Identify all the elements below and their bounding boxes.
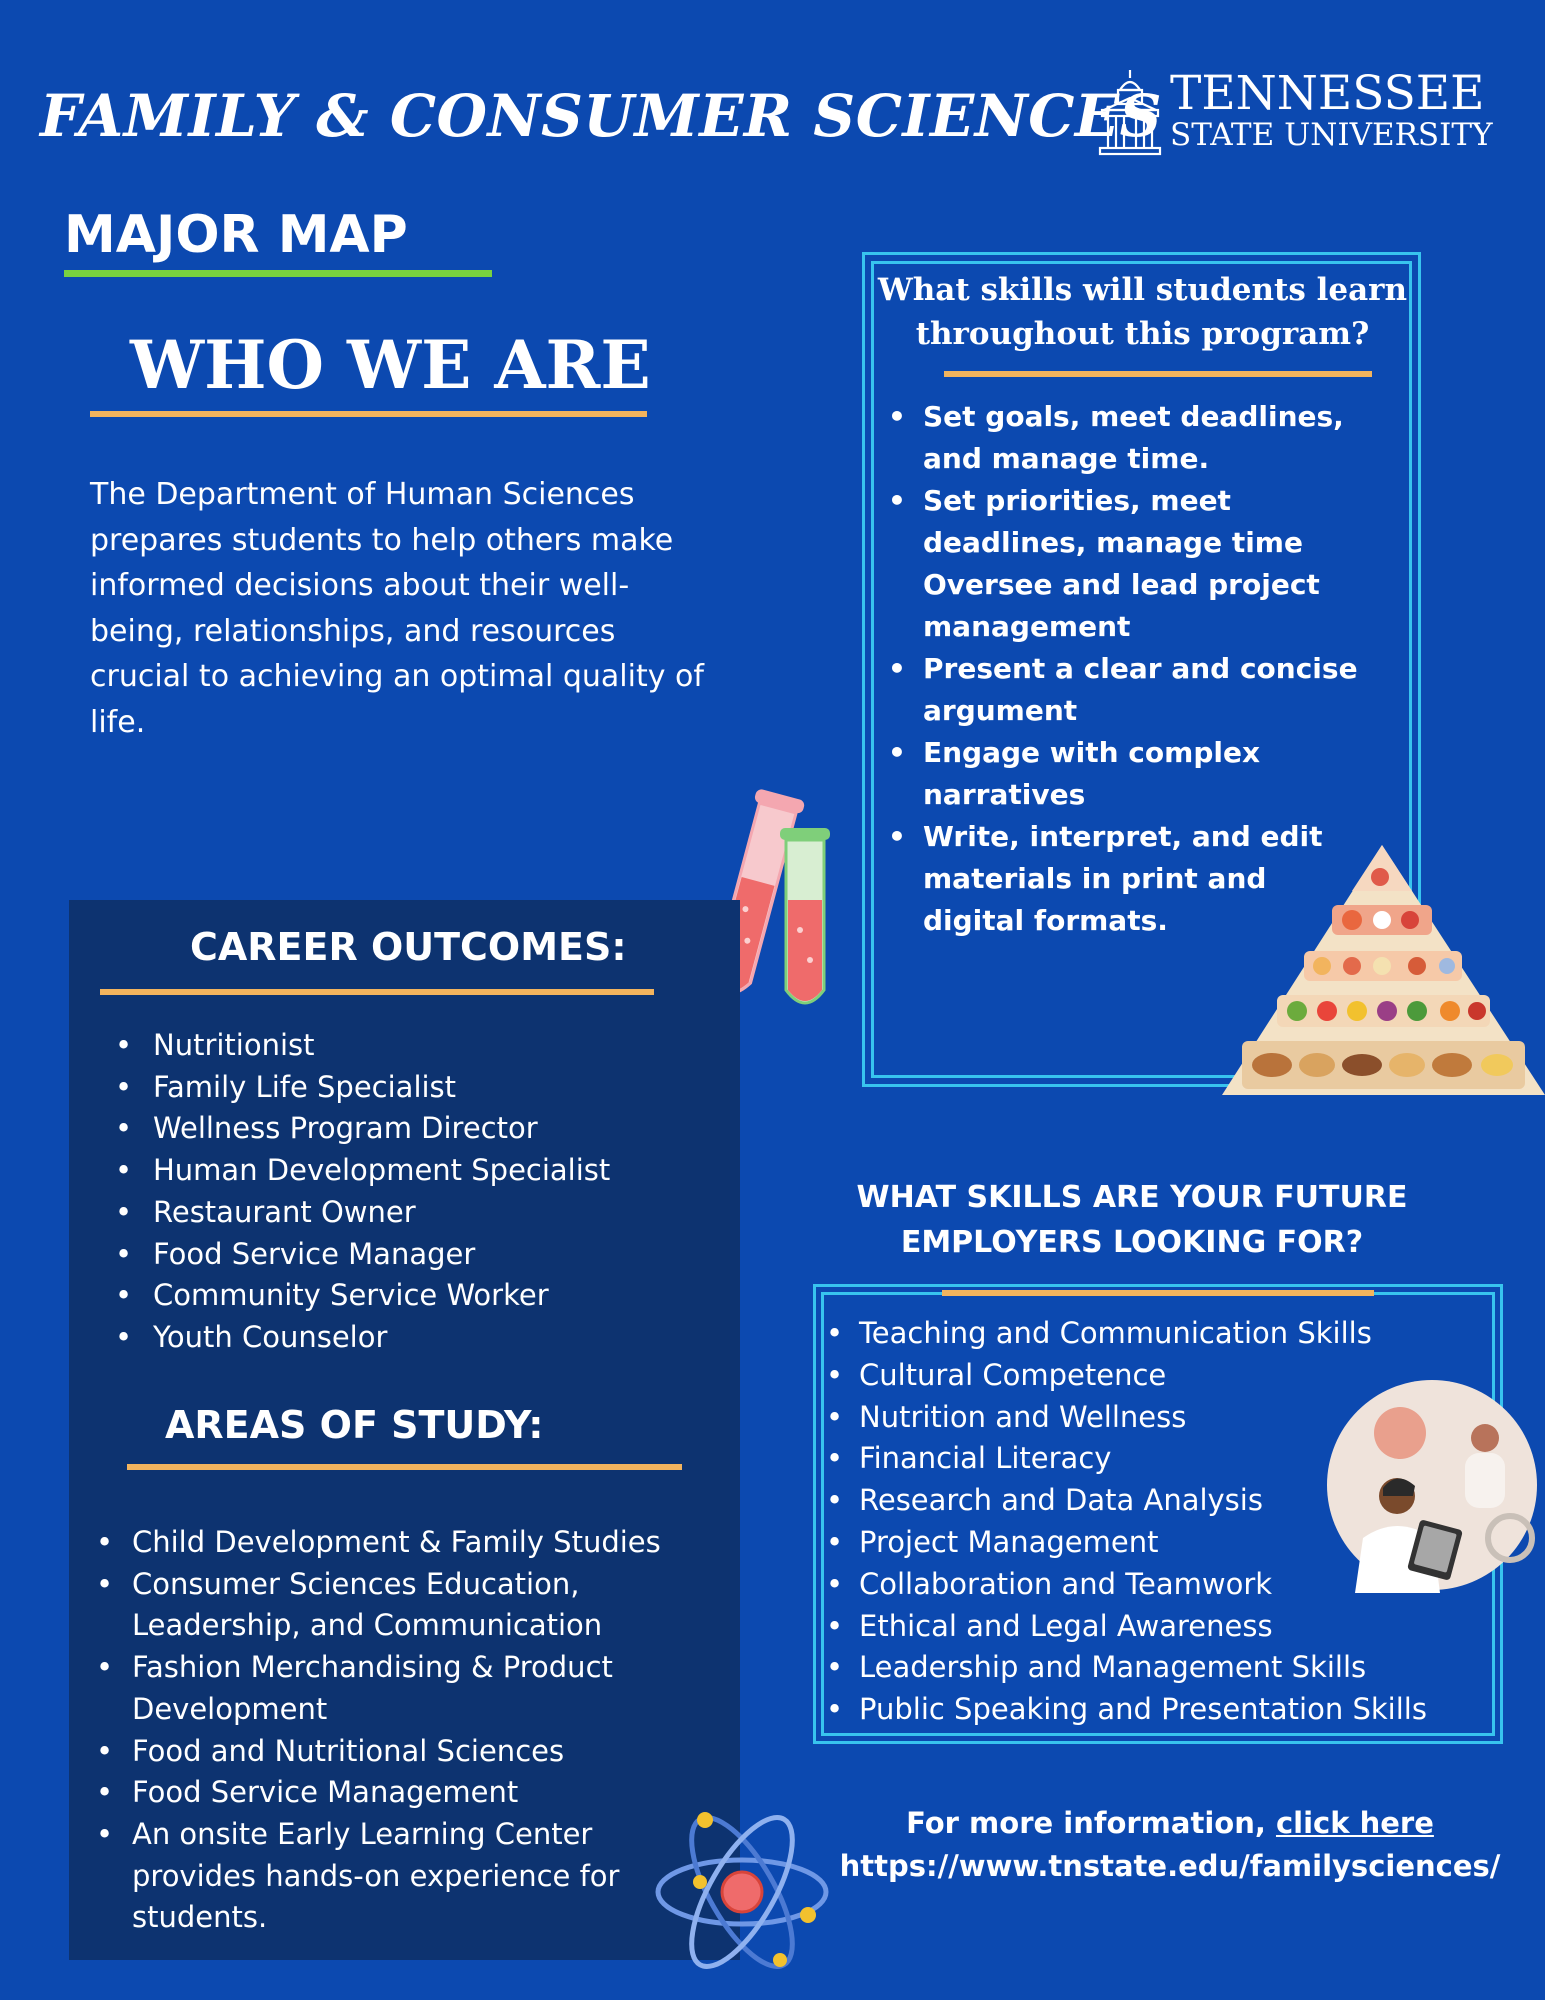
- areas-of-study-underline: [127, 1464, 682, 1470]
- list-item: • Cultural Competence: [826, 1355, 1486, 1397]
- list-item: • Child Development & Family Studies: [96, 1522, 696, 1564]
- more-info-prefix: For more information,: [906, 1806, 1276, 1840]
- list-item: • Family Life Specialist: [115, 1067, 715, 1109]
- green-underline: [64, 270, 492, 277]
- list-item: • Financial Literacy: [826, 1438, 1486, 1480]
- list-item: • Public Speaking and Presentation Skills: [826, 1689, 1486, 1731]
- food-pyramid-illustration: [1222, 845, 1545, 1095]
- list-item: • Project Management: [826, 1522, 1486, 1564]
- list-item: • Restaurant Owner: [115, 1192, 715, 1234]
- list-item: • Engage with complex narratives: [888, 732, 1358, 816]
- who-we-are-underline: [90, 411, 647, 417]
- list-item: • Teaching and Communication Skills: [826, 1313, 1486, 1355]
- list-item: • Set priorities, meet deadlines, manage time Oversee and lead project management: [888, 480, 1358, 648]
- list-item: • Food Service Manager: [115, 1234, 715, 1276]
- logo-line-2: STATE UNIVERSITY: [1170, 117, 1493, 153]
- list-item: • Research and Data Analysis: [826, 1480, 1486, 1522]
- skills-learn-underline: [944, 371, 1372, 377]
- website-url-link[interactable]: https://www.tnstate.edu/familysciences/: [839, 1849, 1501, 1883]
- more-info-text: [820, 1802, 1520, 1844]
- list-item: • Write, interpret, and edit materials in print and digital formats.: [888, 816, 1358, 942]
- list-item: • Fashion Merchandising & Product Development: [96, 1647, 696, 1730]
- click-here-link[interactable]: click here: [1275, 1806, 1434, 1840]
- list-item: • Community Service Worker: [115, 1275, 715, 1317]
- logo-line-1: TENNESSEE: [1170, 66, 1485, 121]
- employer-skills-heading: WHAT SKILLS ARE YOUR FUTURE EMPLOYERS LOOKING FOR?: [856, 1180, 1408, 1260]
- list-item: • Consumer Sciences Education, Leadership, and Communication: [96, 1564, 696, 1647]
- major-map-title: MAJOR MAP: [64, 205, 408, 265]
- list-item: • An onsite Early Learning Center provides hands-on experience for students.: [96, 1814, 696, 1939]
- employer-skills-underline: [942, 1290, 1374, 1296]
- list-item: • Leadership and Management Skills: [826, 1647, 1486, 1689]
- list-item: • Present a clear and concise argument: [888, 648, 1358, 732]
- career-outcomes-list: [115, 1025, 715, 1359]
- list-item: • Nutrition and Wellness: [826, 1397, 1486, 1439]
- list-item: • Youth Counselor: [115, 1317, 715, 1359]
- who-we-are-title: WHO WE ARE: [130, 326, 651, 404]
- list-item: • Nutritionist: [115, 1025, 715, 1067]
- university-building-icon: [1098, 68, 1162, 156]
- list-item: • Food Service Management: [96, 1772, 696, 1814]
- who-we-are-text: The Department of Human Sciences prepares students to help others make informed decisions about their well-being, relationships, and resources crucial to achieving an optimal quality of life.: [90, 477, 704, 740]
- areas-of-study-list: [96, 1522, 696, 1939]
- page-title: FAMILY & CONSUMER SCIENCES: [40, 82, 1162, 150]
- list-item: • Collaboration and Teamwork: [826, 1564, 1486, 1606]
- list-item: • Food and Nutritional Sciences: [96, 1731, 696, 1773]
- list-item: • Set goals, meet deadlines, and manage time.: [888, 396, 1358, 480]
- atom-illustration: [650, 1800, 835, 1985]
- university-logo[interactable]: [1098, 66, 1493, 158]
- list-item: • Human Development Specialist: [115, 1150, 715, 1192]
- career-outcomes-title: CAREER OUTCOMES:: [190, 925, 627, 969]
- skills-learn-heading: What skills will students learn throughout this program?: [877, 272, 1408, 352]
- list-item: • Wellness Program Director: [115, 1108, 715, 1150]
- areas-of-study-title: AREAS OF STUDY:: [165, 1403, 544, 1447]
- career-outcomes-underline: [100, 989, 654, 995]
- people-illustration: [1325, 1378, 1540, 1593]
- list-item: • Ethical and Legal Awareness: [826, 1606, 1486, 1648]
